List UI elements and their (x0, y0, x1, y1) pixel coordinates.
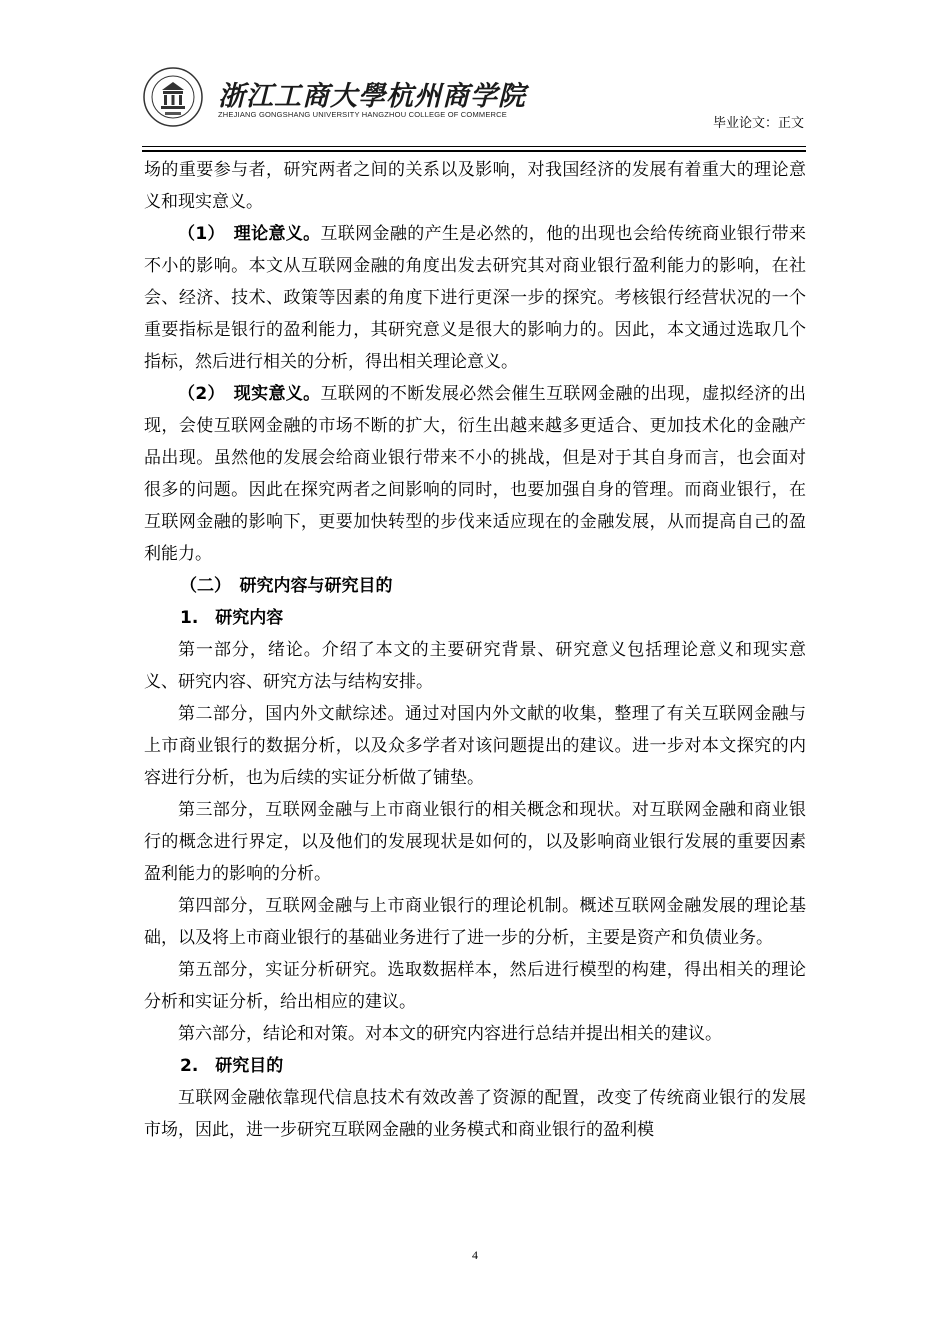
paragraph-part-one: 第一部分，绪论。介绍了本文的主要研究背景、研究意义包括理论意义和现实意义、研究内容、研究方法与结构安排。 (144, 640, 806, 692)
header-rule-thin (142, 146, 806, 147)
practical-significance-text: 互联网的不断发展必然会催生互联网金融的出现，虚拟经济的出现，会使互联网金融的市场不断的扩大，衍生出越来越多更适合、更加技术化的金融产品出现。虽然他的发展会给商业银行带来不小的挑战，但是对于其自身而言，也会面对很多的问题。因此在探究两者之间影响的同时，也要加强自身的管理。而商业银行，在互联网金融的影响下，更要加快转型的步伐来适应现在的金融发展，从而提高自己的盈利能力。 (144, 384, 806, 564)
subheading-research-purpose: 2. 研究目的 (180, 1056, 284, 1076)
page-number: 4 (472, 1248, 478, 1262)
paragraph-theoretical-significance (144, 218, 806, 378)
paragraph-part-six: 第六部分，结论和对策。对本文的研究内容进行总结并提出相关的建议。 (178, 1024, 722, 1044)
paragraph-part-two: 第二部分，国内外文献综述。通过对国内外文献的收集，整理了有关互联网金融与上市商业银行的数据分析，以及众多学者对该问题提出的建议。进一步对本文探究的内容进行分析，也为后续的实证分析做了铺垫。 (144, 704, 806, 788)
paragraph-continuation: 场的重要参与者，研究两者之间的关系以及影响，对我国经济的发展有着重大的理论意义和现实意义。 (144, 160, 806, 212)
header-rule-thick (142, 150, 806, 152)
theoretical-significance-text: 互联网金融的产生是必然的，他的出现也会给传统商业银行带来不小的影响。本文从互联网金融的角度出发去研究其对商业银行盈利能力的影响，在社会、经济、技术、政策等因素的角度下进行更深一步的探究。考核银行经营状况的一个重要指标是银行的盈利能力，其研究意义是很大的影响力的。因此，本文通过选取几个指标，然后进行相关的分析，得出相关理论意义。 (144, 224, 806, 372)
page-header (142, 62, 808, 152)
theoretical-significance-label: （1） 理论意义。 (178, 224, 321, 244)
logo-text-chinese: 浙江工商大學杭州商学院 (218, 81, 526, 112)
paragraph-research-purpose: 互联网金融依靠现代信息技术有效改善了资源的配置，改变了传统商业银行的发展市场，因此，进一步研究互联网金融的业务模式和商业银行的盈利模 (144, 1088, 806, 1140)
document-section-label: 毕业论文：正文 (712, 116, 804, 131)
paragraph-part-three: 第三部分，互联网金融与上市商业银行的相关概念和现状。对互联网金融和商业银行的概念进行界定，以及他们的发展现状是如何的，以及影响商业银行发展的重要因素盈利能力的影响的分析。 (144, 800, 806, 884)
paragraph-part-five: 第五部分，实证分析研究。选取数据样本，然后进行模型的构建，得出相关的理论分析和实证分析，给出相应的建议。 (144, 960, 806, 1012)
university-seal-icon (142, 66, 204, 128)
subheading-research-content: 1. 研究内容 (180, 608, 284, 628)
body-text (144, 154, 806, 1146)
section-heading-content-and-purpose: （二） 研究内容与研究目的 (180, 576, 393, 596)
practical-significance-label: （2） 现实意义。 (178, 384, 321, 404)
paragraph-part-four: 第四部分，互联网金融与上市商业银行的理论机制。概述互联网金融发展的理论基础，以及将上市商业银行的基础业务进行了进一步的分析，主要是资产和负债业务。 (144, 896, 806, 948)
paragraph-practical-significance (144, 378, 806, 570)
logo-text-english: ZHEJIANG GONGSHANG UNIVERSITY HANGZHOU COLLEGE OF COMMERCE (218, 110, 507, 119)
